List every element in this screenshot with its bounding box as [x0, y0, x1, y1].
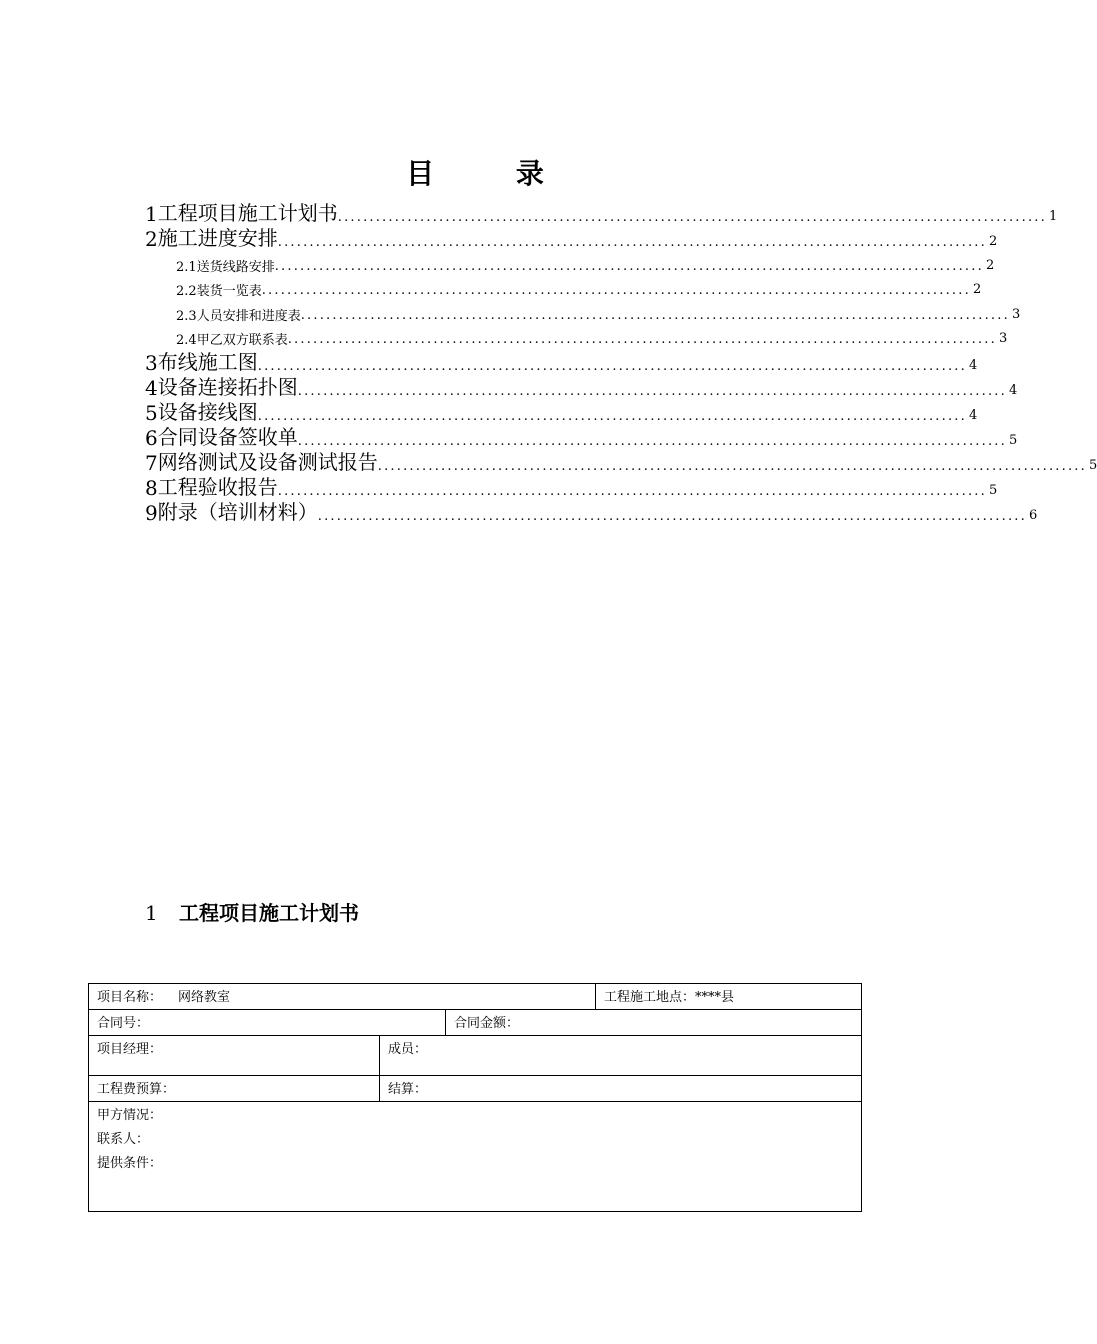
toc-entry-number: 3 [145, 351, 158, 375]
toc-entry-number: 5 [145, 401, 158, 425]
table-of-contents [0, 0, 1097, 540]
toc-entry-page: 1 [1048, 209, 1058, 224]
contract-no-cell[interactable] [88, 1009, 446, 1036]
toc-entry-page: 6 [1028, 508, 1038, 523]
toc-entry-label: 施工进度安排 [157, 226, 278, 250]
toc-entry-number: 8 [145, 476, 158, 500]
toc-entry-label: 附录（培训材料） [157, 500, 318, 524]
section-number: 1 [145, 901, 158, 925]
contract-amount-cell[interactable] [445, 1009, 862, 1036]
toc-entry-page: 3 [1011, 307, 1021, 322]
toc-leader-dots: ................................................................................................................ [317, 509, 1027, 524]
toc-entry-page: 4 [968, 408, 978, 423]
section-title-text: 工程项目施工计划书 [179, 901, 359, 925]
toc-entry-number: 2.1 [176, 260, 197, 275]
section-heading [145, 897, 359, 926]
toc-entry-page: 3 [998, 331, 1008, 346]
budget-cell[interactable] [88, 1075, 380, 1102]
project-name-label: 项目名称： [97, 990, 163, 1005]
toc-leader-dots: ................................................................................................................ [377, 459, 1087, 474]
toc-entry-number: 4 [145, 376, 158, 400]
toc-entry-label: 甲乙双方联系表 [196, 333, 288, 348]
toc-leader-dots: ................................................................................................................ [277, 484, 987, 499]
project-name-value[interactable]: 网络教室 [178, 990, 231, 1005]
site-cell [595, 983, 862, 1010]
toc-entry-number: 2 [145, 227, 158, 251]
toc-leader-dots: ................................................................................................................ [274, 259, 984, 274]
toc-leader-dots: ................................................................................................................ [300, 308, 1010, 323]
toc-entry[interactable] [176, 324, 1008, 348]
toc-entry[interactable] [145, 226, 998, 251]
toc-entry-label: 网络测试及设备测试报告 [157, 450, 378, 474]
toc-leader-dots: ................................................................................................................ [337, 210, 1047, 225]
manager-cell[interactable] [88, 1035, 380, 1076]
toc-entry[interactable] [176, 300, 1021, 324]
toc-title: 目 录 [406, 157, 580, 190]
toc-entry-number: 2.4 [176, 333, 197, 348]
toc-entry-page: 2 [988, 234, 998, 249]
conditions-label: 提供条件： [97, 1156, 163, 1171]
toc-entry-page: 5 [988, 483, 998, 498]
contract-no-label: 合同号： [97, 1016, 150, 1031]
toc-leader-dots: ................................................................................................................ [297, 434, 1007, 449]
manager-label: 项目经理： [97, 1042, 163, 1057]
toc-leader-dots: ................................................................................................................ [287, 332, 997, 347]
toc-leader-dots: ................................................................................................................ [277, 235, 987, 250]
toc-entry-number: 2.2 [176, 284, 197, 299]
toc-entry-page: 5 [1008, 433, 1018, 448]
settlement-cell[interactable] [379, 1075, 862, 1102]
party-a-label: 甲方情况： [97, 1108, 163, 1123]
toc-entry-label: 工程验收报告 [157, 475, 278, 499]
members-label: 成员： [388, 1042, 428, 1057]
toc-entry-number: 2.3 [176, 309, 197, 324]
toc-entry-label: 装货一览表 [196, 284, 262, 299]
project-name-cell [88, 983, 596, 1010]
toc-entry-page: 4 [968, 358, 978, 373]
toc-entry-page: 4 [1008, 383, 1018, 398]
toc-leader-dots: ................................................................................................................ [257, 359, 967, 374]
toc-entry[interactable] [176, 275, 982, 299]
toc-entry-page: 5 [1088, 458, 1097, 473]
toc-entry[interactable] [145, 500, 1038, 525]
toc-entry-label: 工程项目施工计划书 [157, 201, 338, 225]
toc-leader-dots: ................................................................................................................ [261, 283, 971, 298]
toc-entry-page: 2 [985, 258, 995, 273]
toc-entry[interactable] [176, 251, 995, 275]
toc-leader-dots: ................................................................................................................ [257, 409, 967, 424]
toc-entry-label: 设备连接拓扑图 [157, 375, 298, 399]
toc-entry-number: 7 [145, 451, 158, 475]
contract-amount-label: 合同金额： [454, 1016, 520, 1031]
budget-label: 工程费预算： [97, 1082, 176, 1097]
members-cell[interactable] [379, 1035, 862, 1076]
site-label[interactable]: 工程施工地点：****县 [604, 990, 735, 1005]
toc-entry-label: 合同设备签收单 [157, 425, 298, 449]
toc-entry-page: 2 [972, 282, 982, 297]
toc-entry-label: 布线施工图 [157, 350, 258, 374]
party-a-cell[interactable] [88, 1101, 862, 1212]
toc-entry-label: 设备接线图 [157, 400, 258, 424]
toc-entry-label: 送货线路安排 [196, 260, 275, 275]
toc-entry-label: 人员安排和进度表 [196, 309, 301, 324]
toc-leader-dots: ................................................................................................................ [297, 384, 1007, 399]
toc-entry-number: 1 [145, 202, 158, 226]
settlement-label: 结算： [388, 1082, 428, 1097]
contact-label: 联系人： [97, 1132, 150, 1147]
toc-entry-number: 9 [145, 501, 158, 525]
toc-entry-number: 6 [145, 426, 158, 450]
